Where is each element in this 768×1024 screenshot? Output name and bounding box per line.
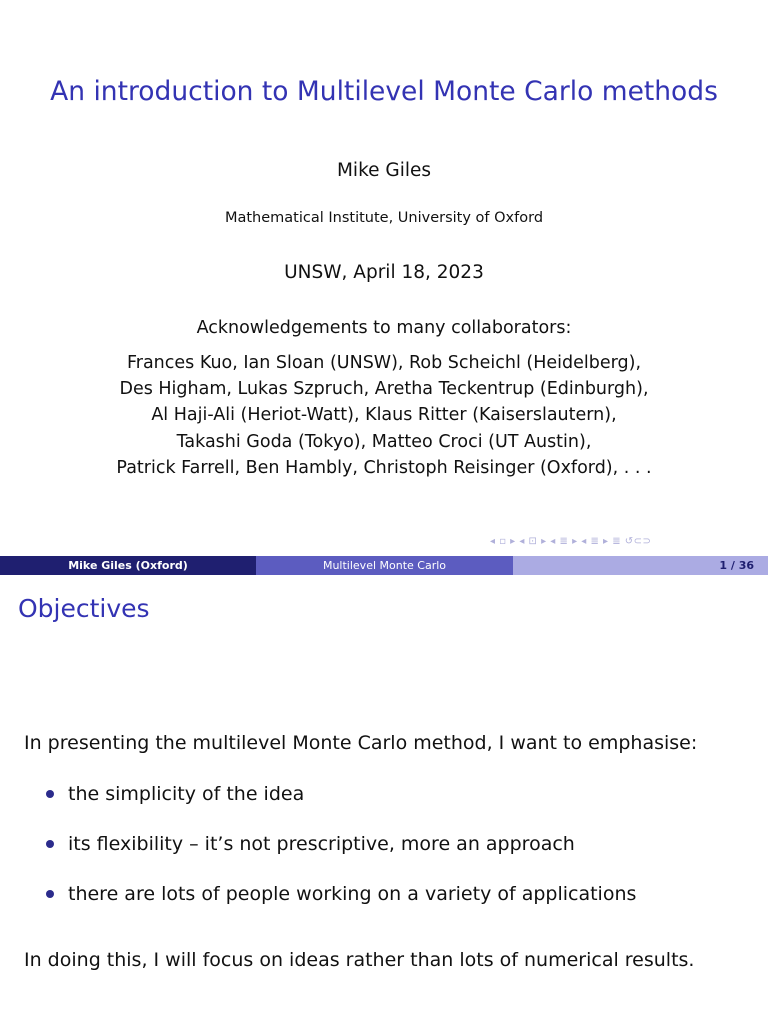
collaborator-line: Des Higham, Lukas Szpruch, Aretha Teckentrup (Edinburgh), [119, 379, 649, 400]
author-institution: Mathematical Institute, University of Oxford [224, 210, 544, 226]
objectives-slide [0, 575, 768, 1024]
bullet-icon [46, 790, 54, 798]
bullet-item [46, 833, 575, 855]
collaborator-line: Frances Kuo, Ian Sloan (UNSW), Rob Scheichl (Heidelberg), [126, 353, 642, 373]
acknowledgements-heading: Acknowledgements to many collaborators: [196, 318, 572, 338]
bullet-text: the simplicity of the idea [68, 783, 305, 805]
bullet-icon [46, 840, 54, 848]
bullet-text: there are lots of people working on a variety of applications [68, 883, 637, 905]
footer-page-number: 1 / 36 [513, 556, 768, 575]
bullet-item [46, 783, 304, 805]
collaborator-line: Patrick Farrell, Ben Hambly, Christoph Reisinger (Oxford), . . . [116, 457, 652, 478]
beamer-navigation-icons[interactable]: ◂ ▫ ▸ ◂ ⊡ ▸ ◂ ≣ ▸ ◂ ≣ ▸ ≣ ↺⊂⊃ [490, 536, 652, 547]
bullet-icon [46, 890, 54, 898]
bullet-text: its flexibility – it’s not prescriptive, more an approach [68, 833, 575, 855]
presentation-title: An introduction to Multilevel Monte Carlo methods [50, 76, 718, 107]
collaborator-line: Takashi Goda (Tokyo), Matteo Croci (UT Austin), [176, 431, 592, 452]
collaborator-line: Al Haji-Ali (Heriot-Watt), Klaus Ritter (Kaiserslautern), [151, 405, 617, 426]
bullet-item [46, 883, 636, 905]
slide-title: Objectives [18, 594, 150, 623]
footer-author: Mike Giles (Oxford) [0, 556, 256, 575]
event-date: UNSW, April 18, 2023 [284, 262, 484, 283]
closing-text: In doing this, I will focus on ideas rather than lots of numerical results. [24, 949, 695, 971]
slide-footer [0, 556, 768, 575]
author-name: Mike Giles [336, 160, 432, 181]
intro-text: In presenting the multilevel Monte Carlo method, I want to emphasise: [24, 732, 698, 754]
footer-talk-title: Multilevel Monte Carlo [256, 556, 513, 575]
collaborator-list [0, 350, 768, 481]
